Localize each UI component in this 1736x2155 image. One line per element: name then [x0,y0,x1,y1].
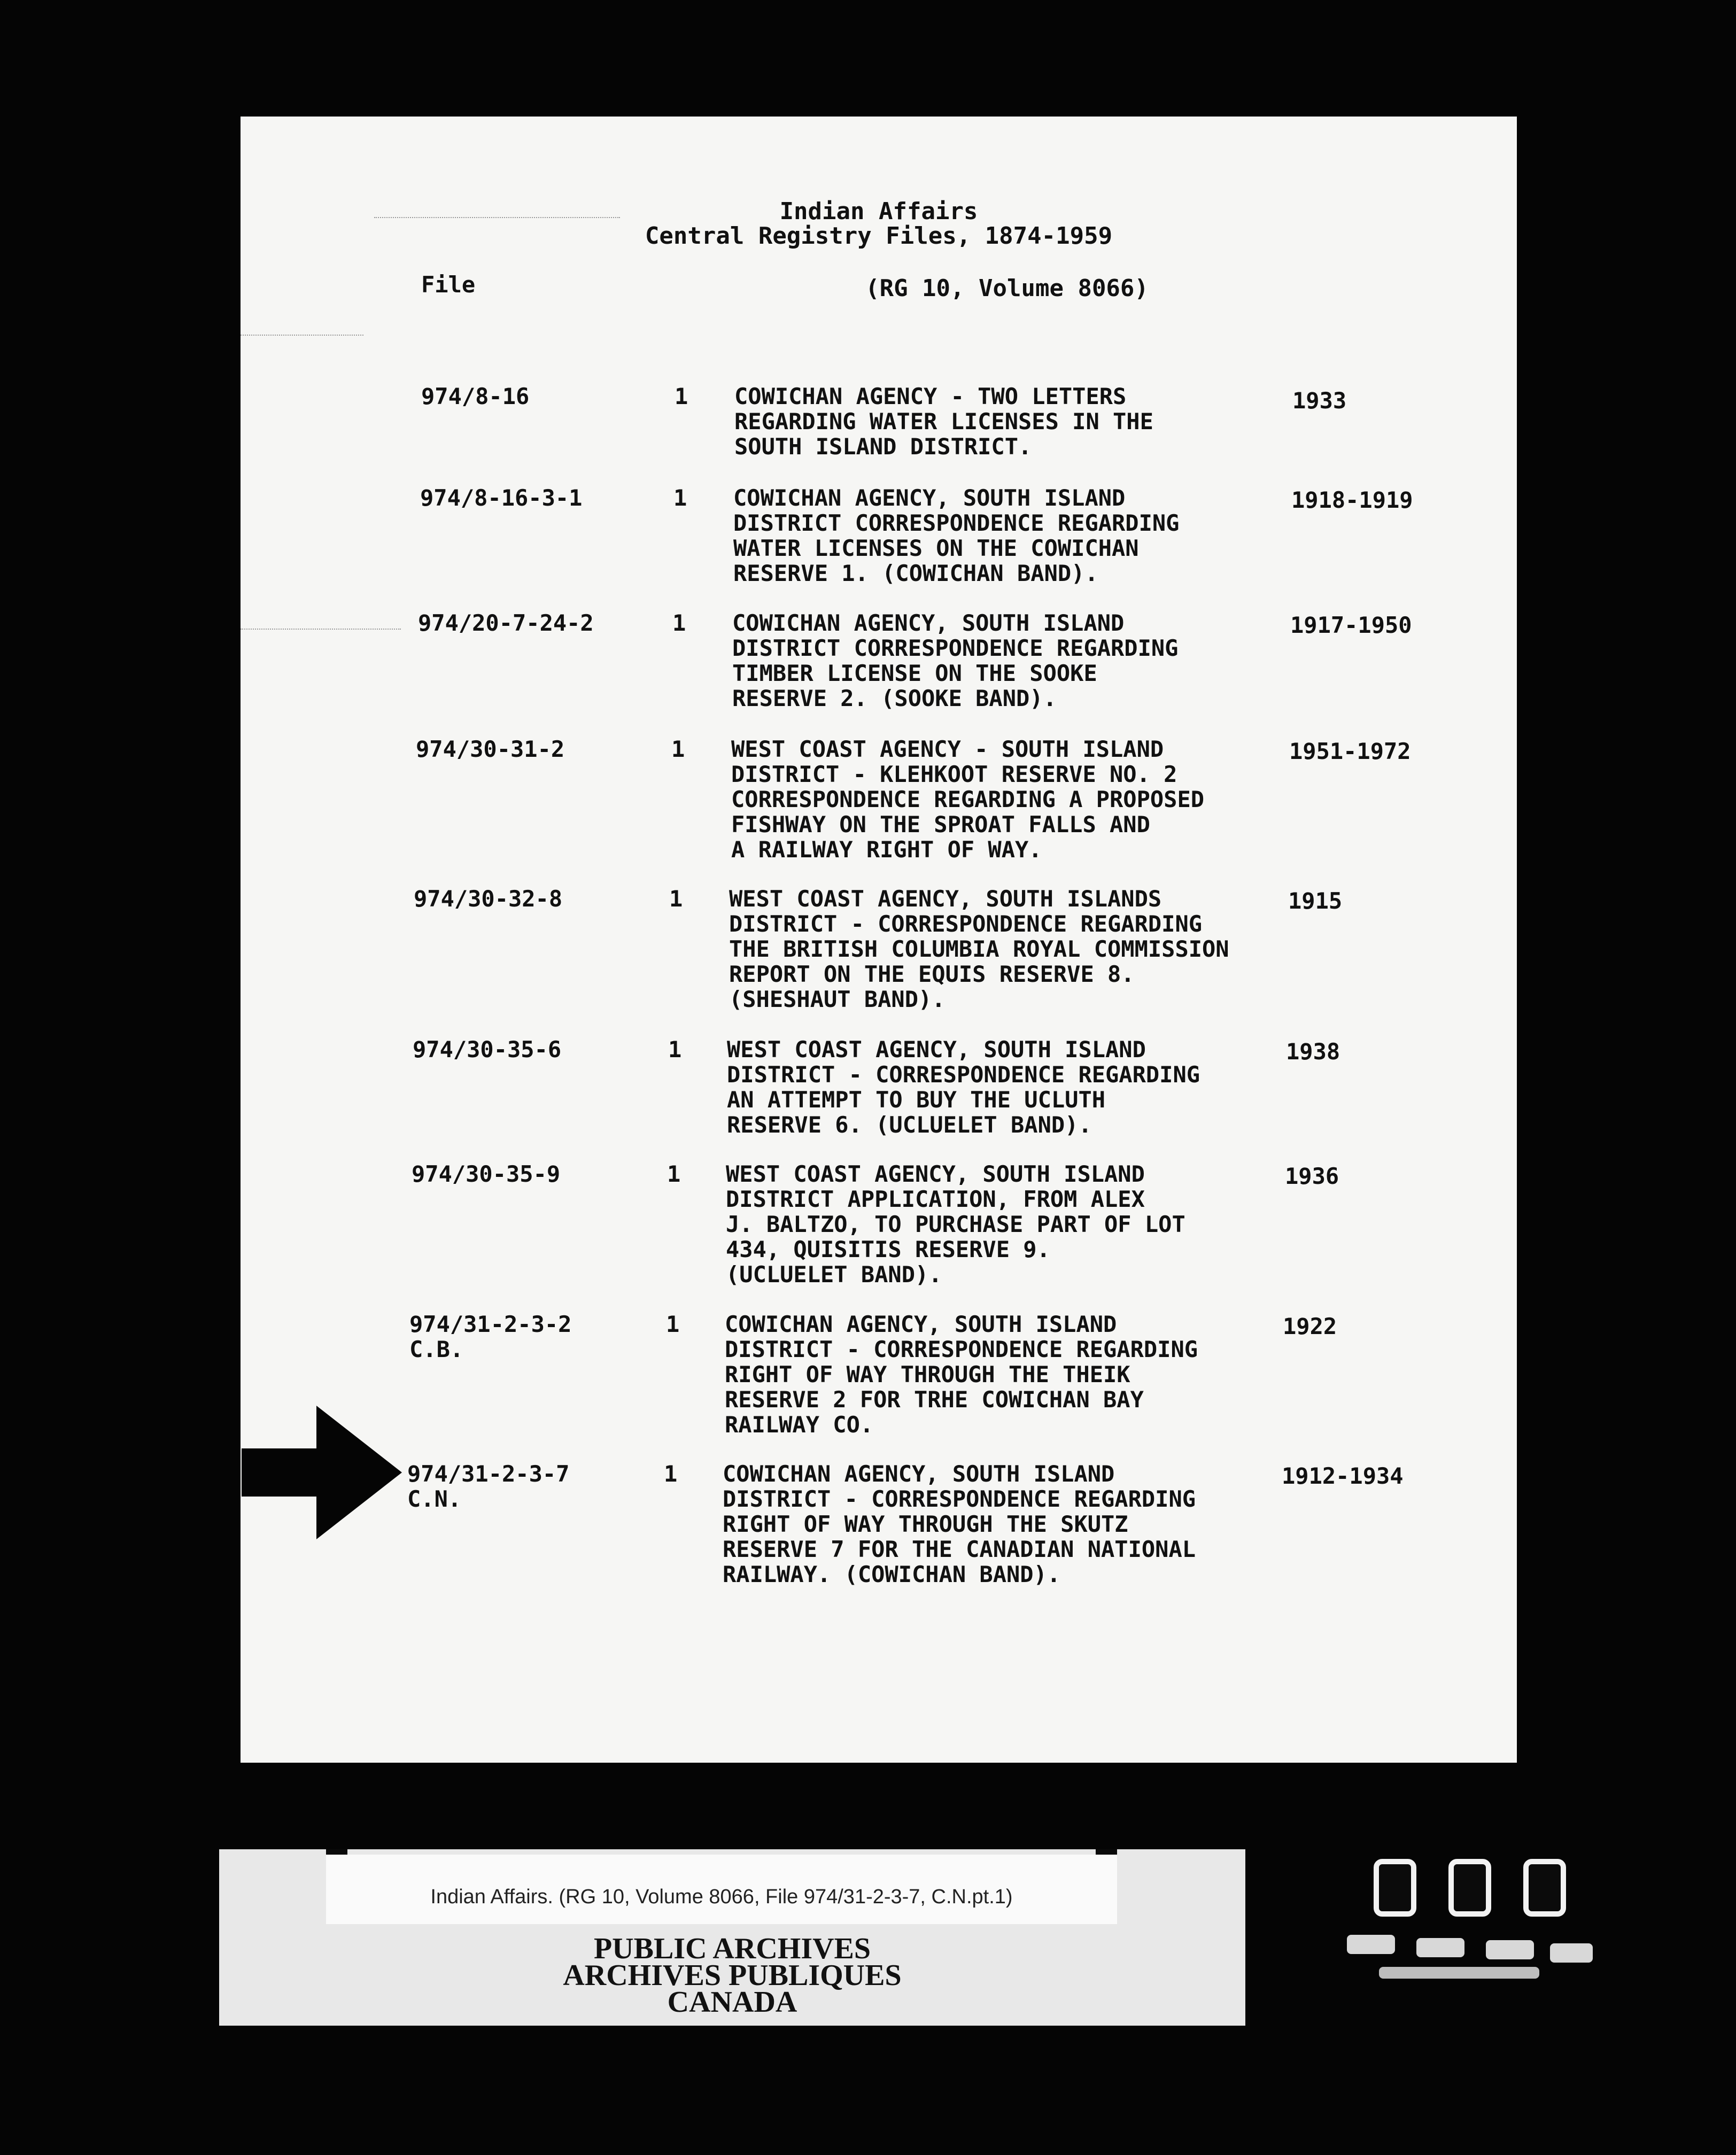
file-number: 974/31-2-3-7 C.N. [407,1461,570,1512]
file-date: 1951-1972 [1289,738,1411,764]
film-perforation [1347,1935,1395,1954]
file-description: COWICHAN AGENCY, SOUTH ISLAND DISTRICT - CORRESPONDENCE REGARDING RIGHT OF WAY THROUGH THE SKUTZ RESERVE 7 FOR THE CANADIAN NATIONAL RAILWAY. (COWICHAN BAND). [723,1461,1196,1587]
file-number: 974/30-35-6 [413,1036,562,1063]
file-number: 974/30-35-9 [412,1161,561,1187]
file-date: 1933 [1292,387,1347,414]
file-count: 1 [669,886,683,912]
file-date: 1915 [1288,888,1343,914]
margin-rule [241,335,363,336]
file-date: 1936 [1285,1163,1339,1189]
file-number: 974/30-32-8 [414,886,563,912]
file-number: 974/30-31-2 [416,736,565,762]
file-date: 1922 [1283,1313,1337,1339]
counter-digit [1523,1859,1566,1917]
file-description: COWICHAN AGENCY, SOUTH ISLAND DISTRICT CORRESPONDENCE REGARDING WATER LICENSES ON THE COWICHAN RESERVE 1. (COWICHAN BAND). [733,485,1180,586]
file-date: 1917-1950 [1290,612,1412,638]
file-date: 1918-1919 [1291,487,1413,513]
header-title: Indian Affairs [779,198,978,225]
frame-counter [1326,1839,1603,2010]
file-number: 974/8-16-3-1 [420,485,583,511]
film-perforation [1379,1967,1539,1979]
file-description: COWICHAN AGENCY - TWO LETTERS REGARDING WATER LICENSES IN THE SOUTH ISLAND DISTRICT. [734,383,1153,460]
archive-name-fr: ARCHIVES PUBLIQUES [563,1959,902,1992]
file-count: 1 [667,1161,681,1187]
file-date: 1912-1934 [1282,1463,1404,1489]
file-description: WEST COAST AGENCY, SOUTH ISLAND DISTRICT APPLICATION, FROM ALEX J. BALTZO, TO PURCHASE PART OF LOT 434, QUISITIS RESERVE 9. (UCLUELET BAND). [726,1161,1185,1288]
file-date: 1938 [1286,1038,1340,1065]
counter-digit [1374,1859,1416,1917]
pointer-arrow-icon [242,1406,402,1539]
file-count: 1 [672,610,686,636]
file-count: 1 [673,485,687,511]
file-count: 1 [675,383,688,409]
film-perforation [1416,1938,1464,1957]
file-number: 974/20-7-24-2 [418,610,594,636]
file-description: WEST COAST AGENCY - SOUTH ISLAND DISTRICT - KLEHKOOT RESERVE NO. 2 CORRESPONDENCE REGARDING A PROPOSED FISHWAY ON THE SPROAT FALLS AND A RAILWAY RIGHT OF WAY. [731,736,1205,863]
volume-reference: (RG 10, Volume 8066) [865,275,1149,302]
file-description: COWICHAN AGENCY, SOUTH ISLAND DISTRICT - CORRESPONDENCE REGARDING RIGHT OF WAY THROUGH THE THEIK RESERVE 2 FOR TRHE COWICHAN BAY RAILWAY CO. [725,1311,1198,1438]
document-page [241,117,1517,1763]
header-subtitle: Central Registry Files, 1874-1959 [645,222,1113,250]
file-count: 1 [664,1461,678,1487]
film-perforation [1550,1943,1593,1963]
file-description: COWICHAN AGENCY, SOUTH ISLAND DISTRICT CORRESPONDENCE REGARDING TIMBER LICENSE ON THE SOOKE RESERVE 2. (SOOKE BAND). [732,610,1179,711]
label-caption: Indian Affairs. (RG 10, Volume 8066, File 974/31-2-3-7, C.N.pt.1) [430,1886,1013,1908]
file-count: 1 [671,736,685,762]
file-column-label: File [421,272,476,298]
file-description: WEST COAST AGENCY, SOUTH ISLANDS DISTRICT - CORRESPONDENCE REGARDING THE BRITISH COLUMBIA ROYAL COMMISSION REPORT ON THE EQUIS RESERVE 8. (SHESHAUT BAND). [729,886,1229,1012]
archive-name-en: PUBLIC ARCHIVES [593,1932,871,1965]
file-count: 1 [668,1036,682,1063]
file-description: WEST COAST AGENCY, SOUTH ISLAND DISTRICT - CORRESPONDENCE REGARDING AN ATTEMPT TO BUY THE UCLUTH RESERVE 6. (UCLUELET BAND). [727,1036,1200,1138]
film-perforation [1486,1940,1534,1959]
margin-rule [241,629,401,630]
file-count: 1 [666,1311,680,1337]
file-number: 974/31-2-3-2 C.B. [409,1311,572,1362]
label-caption-tab [326,1855,1117,1924]
archive-label [219,1849,1245,2026]
archive-country: CANADA [667,1986,797,2019]
counter-digit [1448,1859,1491,1917]
file-number: 974/8-16 [421,383,530,409]
